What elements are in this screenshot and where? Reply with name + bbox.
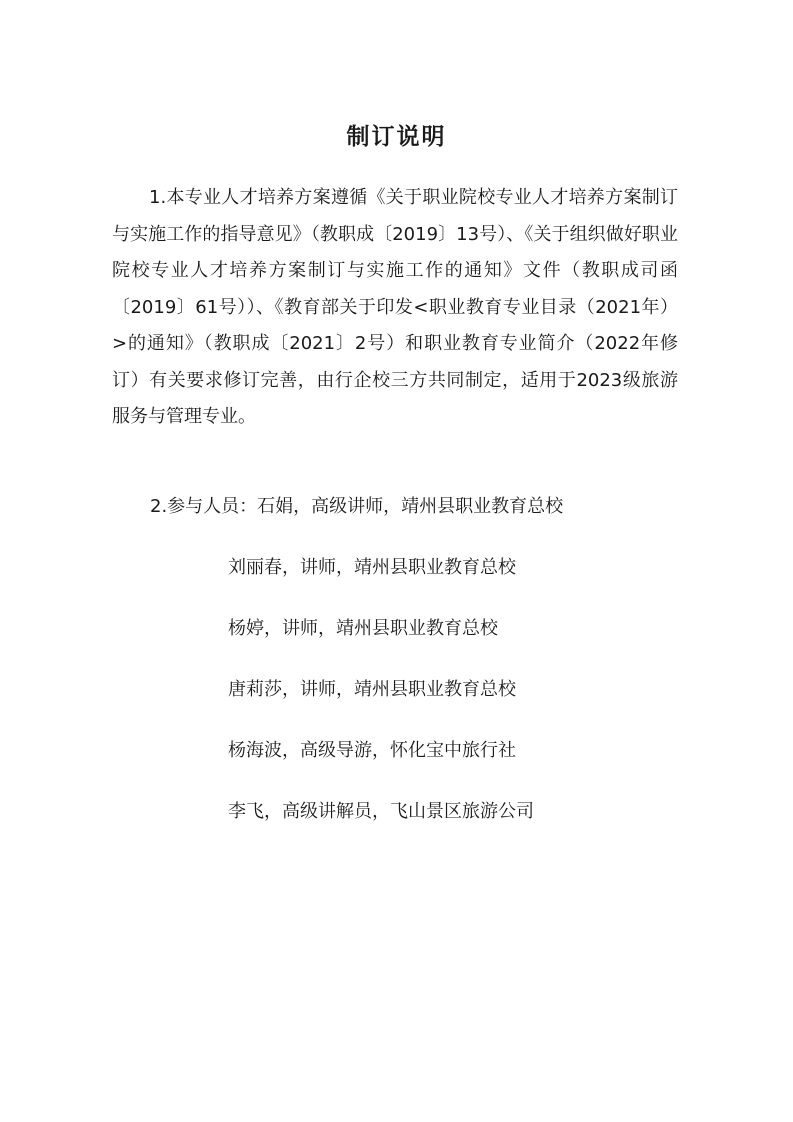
participant-row: 唐莉莎，讲师，靖州县职业教育总校 bbox=[228, 679, 516, 700]
participants-list bbox=[150, 489, 563, 855]
participant-row: 李飞，高级讲解员，飞山景区旅游公司 bbox=[228, 801, 534, 822]
participants-heading: 2.参与人员：石娟，高级讲师，靖州县职业教育总校 bbox=[150, 496, 564, 517]
page-title: 制订说明 bbox=[346, 124, 447, 150]
participant-row: 杨婷，讲师，靖州县职业教育总校 bbox=[228, 618, 498, 639]
participant-row: 杨海波，高级导游，怀化宝中旅行社 bbox=[228, 740, 516, 761]
paragraph-basis: 1.本专业人才培养方案遵循《关于职业院校专业人才培养方案制订与实施工作的指导意见》（教职成〔2019〕13号）、《关于组织做好职业院校专业人才培养方案制订与实施工作的通知》文件（教职成司函〔2019〕61号））、《教育部关于印发<职业教育专业目录（2021年）>的通知》（教职成〔2021〕2号）和职业教育专业简介（2022年修订）有关要求修订完善，由行企校三方共同制定，适用于2023级旅游服务与管理专业。 bbox=[112, 187, 678, 427]
participant-row: 刘丽春，讲师，靖州县职业教育总校 bbox=[228, 557, 516, 578]
